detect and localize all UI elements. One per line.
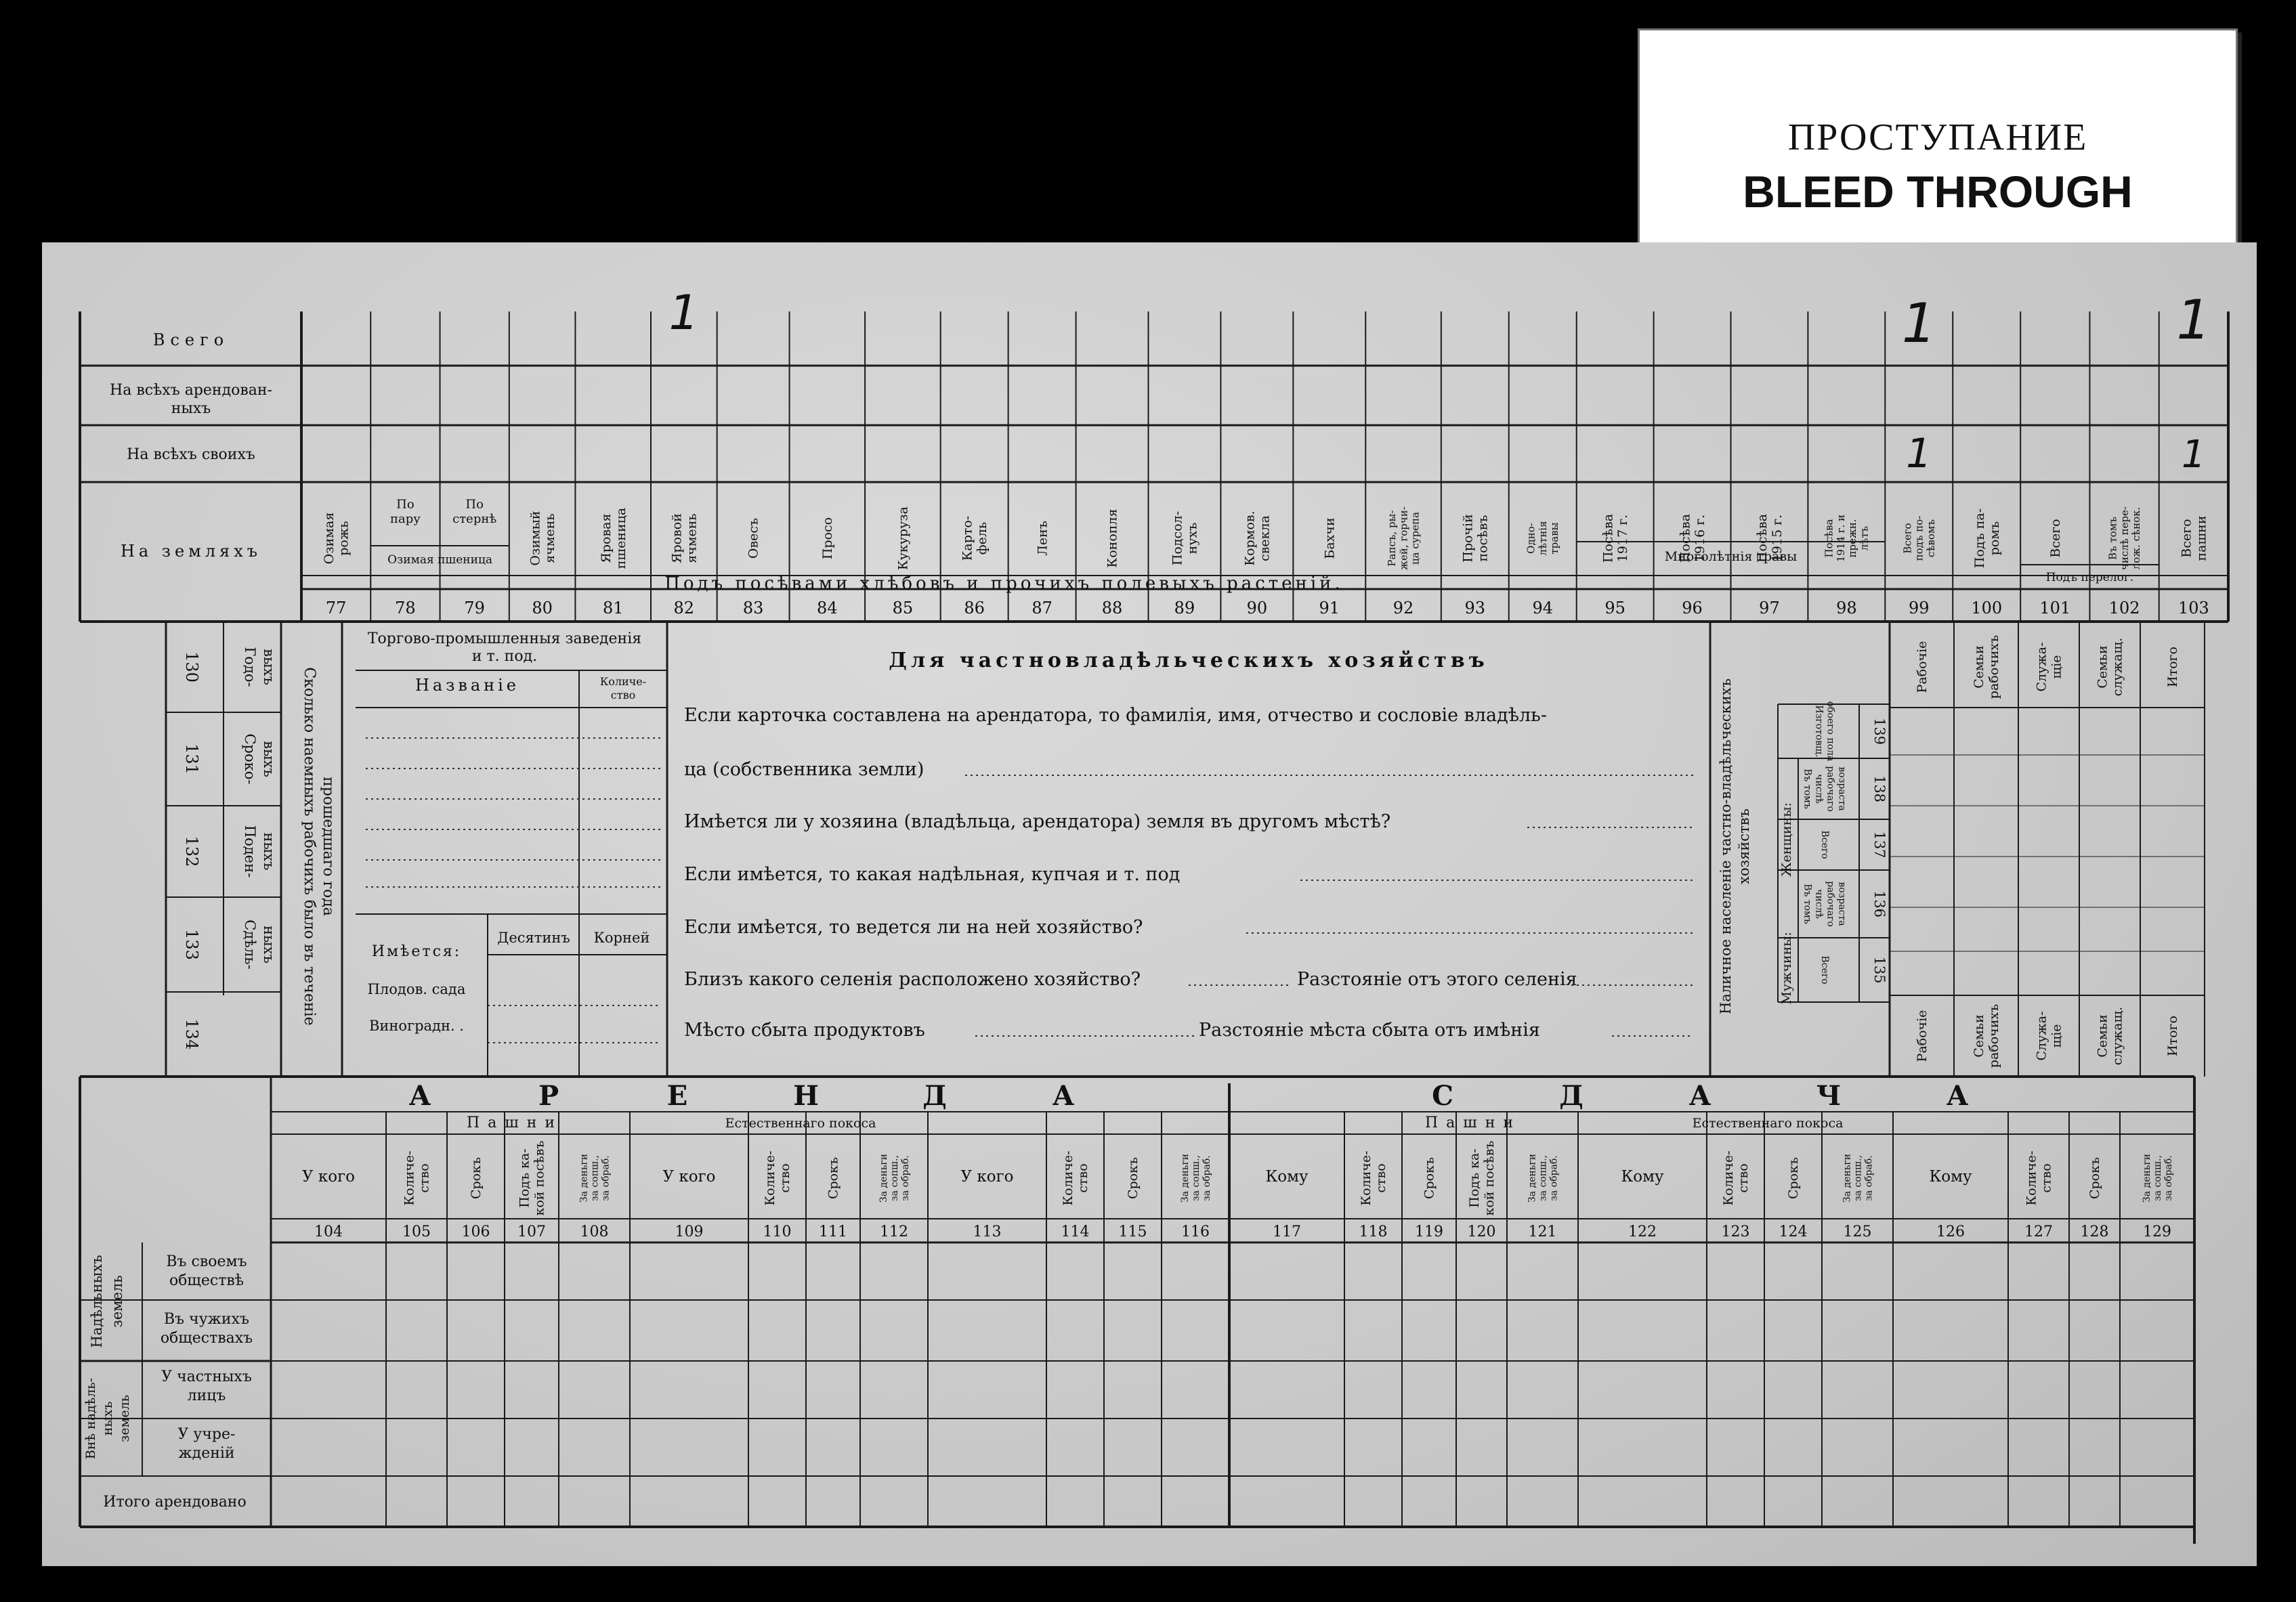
rent-col-header-116: за обраб. (1202, 1155, 1212, 1201)
column-header-93: Прочій (1460, 514, 1476, 563)
column-number-98: 98 (1836, 599, 1857, 618)
rent-col-header-112: за обраб. (900, 1155, 911, 1201)
arenda-letter: Н (793, 1080, 819, 1112)
column-header-80: Озимый (528, 511, 543, 566)
rent-col-header-114: Количе- (1061, 1150, 1076, 1206)
column-number-77: 77 (325, 599, 347, 618)
rent-col-header-108: за обраб. (600, 1155, 612, 1201)
population-col-header-136: Въ томъ (1802, 884, 1813, 924)
column-number-95: 95 (1604, 599, 1625, 618)
rent-col-number-108: 108 (580, 1224, 609, 1240)
rent-col-number-111: 111 (819, 1224, 847, 1240)
rent-col-header-129: за сопш., (2152, 1155, 2163, 1201)
column-header-92: жей, горчи- (1397, 506, 1410, 570)
row-label-total: Всего (152, 330, 230, 349)
private-q5b: Разстояніе отъ этого селенія (1297, 969, 1577, 990)
column-header-92: ца сурепа (1409, 511, 1422, 565)
population-col-header-136: рабочаго (1825, 881, 1836, 927)
vineyard-label: Виноградн. . (369, 1018, 464, 1034)
rent-col-header-120: кой посѣвъ (1482, 1140, 1497, 1216)
column-number-88: 88 (1101, 599, 1123, 618)
private-farms-title: Для частновладѣльческихъ хозяйствъ (889, 649, 1489, 672)
label-en: BLEED THROUGH (1743, 167, 2133, 217)
trade-name-col-header: Названіе (414, 676, 520, 695)
row-label-lands: На земляхъ (120, 542, 262, 561)
column-header-97: Посѣва (1755, 513, 1770, 563)
column-header-77: Озимая (321, 512, 337, 565)
group-ozimaya-label: Озимая пшеница (387, 553, 493, 567)
staff-col-header-top: рабочихъ (1986, 634, 2002, 699)
rent-col-header-114: ство (1076, 1163, 1091, 1193)
worker-col-header-130: выхъ (261, 649, 277, 685)
group-mnogolet-label: Многолѣтнія травы (1664, 549, 1798, 564)
column-header-80: ячмень (543, 513, 558, 563)
rent-col-number-106: 106 (461, 1224, 490, 1240)
vne-group-2: ныхъ (100, 1401, 115, 1436)
rent-col-header-116: За деньги (1179, 1153, 1191, 1203)
rent-col-header-117: Кому (1265, 1168, 1309, 1186)
population-col-header-137: Всего (1819, 830, 1830, 859)
vne-row-1a: У частныхъ (161, 1368, 252, 1385)
sdacha-letter: А (1946, 1080, 1969, 1112)
column-header-100: Подъ па- (1972, 508, 1987, 569)
rent-col-number-117: 117 (1273, 1224, 1301, 1240)
arenda-pashni: Пашни (466, 1114, 564, 1131)
orchard-desyatin-header: Десятинъ (497, 930, 570, 946)
column-header-81: пшеница (613, 507, 629, 569)
column-number-93: 93 (1464, 599, 1486, 618)
rent-col-number-105: 105 (402, 1224, 431, 1240)
column-header-82: Яровой (669, 513, 685, 563)
column-number-89: 89 (1174, 599, 1195, 618)
column-header-92: Рапсъ, ры- (1386, 510, 1399, 567)
rent-col-number-126: 126 (1936, 1224, 1965, 1240)
column-header-101: Всего (2047, 519, 2063, 558)
vne-row-2b: жденій (178, 1445, 235, 1462)
column-header-89: Подсол- (1170, 511, 1185, 566)
rent-col-number-104: 104 (314, 1224, 343, 1240)
column-header-99: сѣвомъ (1924, 519, 1937, 558)
staff-col-header-top: Служа- (2034, 642, 2049, 692)
handwritten-103-total: 1 (2176, 288, 2211, 351)
staff-col-header-top: Итого (2165, 647, 2181, 687)
staff-col-header-bottom: щіе (2049, 1024, 2064, 1048)
column-header-96: 1916 г. (1693, 514, 1708, 563)
group-perelog-label: Подъ перелог. (2045, 571, 2134, 584)
private-q3: Если имѣется, то какая надѣльная, купчая и т. под (684, 864, 1181, 885)
rent-col-header-123: ство (1736, 1163, 1751, 1193)
arenda-letter: А (1052, 1080, 1075, 1112)
column-header-95: Посѣва (1600, 513, 1616, 563)
trade-qty-col-header-2: ство (610, 689, 636, 701)
rent-col-number-109: 109 (675, 1224, 704, 1240)
orchard-label: Плодов. сада (367, 981, 466, 997)
sdacha-letter: С (1432, 1080, 1453, 1112)
rent-col-header-108: за сопш., (589, 1155, 601, 1201)
population-title-1: Наличное населеніе частно-владѣльческихъ (1718, 678, 1734, 1015)
rent-col-header-113: У кого (960, 1168, 1014, 1186)
population-col-header-136: числѣ (1813, 889, 1825, 919)
rent-col-number-124: 124 (1779, 1224, 1808, 1240)
rent-col-header-121: за сопш., (1537, 1155, 1549, 1201)
nadel-row-2b: обществахъ (160, 1330, 253, 1347)
rent-col-header-115: Срокъ (1126, 1156, 1141, 1200)
column-header-87: Ленъ (1035, 521, 1050, 556)
private-q1b: ца (собственника земли) (684, 759, 924, 780)
column-header-102: числѣ пере- (2118, 506, 2131, 571)
rent-col-number-113: 113 (973, 1224, 1002, 1240)
vne-group-3: земель (117, 1394, 132, 1443)
column-number-94: 94 (1532, 599, 1554, 618)
column-number-84: 84 (817, 599, 838, 618)
column-header-95: 1917 г. (1615, 514, 1631, 563)
column-number-78: 78 (395, 599, 416, 618)
staff-col-header-bottom: Семьи (1972, 1014, 1987, 1058)
column-header-81: Яровая (598, 513, 614, 563)
column-number-102: 102 (2108, 599, 2140, 618)
row-label-rented-1: На всѣхъ арендован- (110, 382, 272, 399)
vne-row-1b: лицъ (187, 1387, 226, 1404)
sdacha-letter: А (1688, 1080, 1712, 1112)
column-header-77: рожь (336, 521, 352, 556)
row-label-own: На всѣхъ своихъ (127, 446, 255, 463)
rent-col-header-123: Количе- (1721, 1150, 1737, 1206)
rent-col-header-108: За деньги (578, 1153, 590, 1203)
rent-col-header-125: за обраб. (1863, 1155, 1875, 1201)
column-number-90: 90 (1246, 599, 1268, 618)
rent-col-number-114: 114 (1061, 1224, 1090, 1240)
rent-col-number-116: 116 (1181, 1224, 1210, 1240)
staff-col-header-bottom: служащ. (2110, 1006, 2125, 1066)
population-col-header-138: рабочаго (1825, 766, 1836, 812)
worker-col-header-131: Сроко- (242, 733, 258, 785)
population-men-label: Мужчины: (1779, 932, 1794, 1005)
handwritten-99-total: 1 (1901, 292, 1936, 355)
population-women-label: Женщины: (1779, 802, 1794, 877)
rent-col-header-126: Кому (1929, 1168, 1972, 1186)
column-header-78: пару (389, 512, 421, 527)
worker-col-header-132: Поден- (242, 825, 258, 878)
column-number-79: 79 (464, 599, 485, 618)
column-header-86: фель (975, 521, 990, 555)
staff-col-header-top: Рабочіе (1915, 641, 1930, 693)
population-col-header-135: Всего (1819, 955, 1830, 984)
staff-col-header-top: Семьи (1972, 645, 1987, 689)
rent-col-number-129: 129 (2143, 1224, 2171, 1240)
population-col-header-138: возраста (1836, 766, 1848, 811)
sdacha-pokos: Естественнаго покоса (1692, 1116, 1844, 1131)
rent-col-header-124: Срокъ (1786, 1156, 1802, 1200)
worker-col-header-133: ныхъ (261, 926, 277, 964)
column-header-90: свекла (1257, 515, 1273, 561)
column-header-88: Конопля (1105, 508, 1120, 568)
column-header-78: По (396, 497, 414, 512)
nadel-row-1b: обществѣ (169, 1272, 245, 1289)
population-col-header-138: Въ томъ (1802, 768, 1813, 809)
column-number-101: 101 (2039, 599, 2071, 618)
column-header-102: лож. сѣнок. (2130, 506, 2143, 570)
private-q6: Мѣсто сбыта продуктовъ (684, 1020, 925, 1041)
rent-col-header-121: За деньги (1527, 1153, 1538, 1203)
rent-col-header-118: Количе- (1359, 1150, 1374, 1206)
trade-title-2: и т. под. (471, 648, 538, 665)
rent-col-header-121: за обраб. (1548, 1155, 1560, 1201)
column-header-93: посѣвъ (1475, 515, 1491, 562)
rent-col-header-106: Срокъ (469, 1156, 484, 1200)
rent-col-number-121: 121 (1528, 1224, 1557, 1240)
row-label-rented-2: ныхъ (171, 400, 211, 417)
column-header-98: прежн. (1846, 519, 1859, 558)
rent-col-header-111: Срокъ (826, 1156, 841, 1200)
staff-col-header-bottom: Рабочіе (1915, 1010, 1930, 1062)
rent-col-header-127: ство (2039, 1163, 2054, 1193)
rent-col-number-123: 123 (1721, 1224, 1750, 1240)
column-number-83: 83 (742, 599, 764, 618)
arenda-pokos: Естественнаго покоса (725, 1116, 876, 1131)
column-number-99: 99 (1908, 599, 1930, 618)
rent-col-header-128: Срокъ (2087, 1156, 2103, 1200)
rent-col-header-110: Количе- (763, 1150, 778, 1206)
total-rented-label: Итого арендовано (103, 1494, 247, 1511)
worker-col-number-133: 133 (182, 929, 201, 960)
rent-col-header-110: ство (778, 1163, 793, 1193)
worker-col-header-132: ныхъ (261, 832, 277, 871)
column-header-94: Одно- (1525, 523, 1537, 554)
sdacha-pashni: Пашни (1424, 1114, 1522, 1131)
workers-title-2: прошедшаго года (320, 777, 337, 916)
column-header-79: стернѣ (452, 512, 497, 527)
rent-col-header-125: за сопш., (1852, 1155, 1864, 1201)
sowing-banner: Подъ посѣвами хлѣбовъ и прочихъ полевыхъ растеній. (664, 573, 1344, 594)
worker-col-header-131: выхъ (261, 741, 277, 777)
worker-col-number-132: 132 (182, 836, 201, 867)
column-header-83: Овесъ (746, 517, 761, 559)
column-number-86: 86 (964, 599, 985, 618)
column-header-100: ромъ (1986, 521, 2002, 556)
rent-col-number-110: 110 (763, 1224, 792, 1240)
rent-col-header-119: Срокъ (1422, 1156, 1437, 1200)
rent-col-number-127: 127 (2024, 1224, 2053, 1240)
staff-col-header-bottom: Служа- (2034, 1011, 2049, 1061)
column-number-82: 82 (673, 599, 695, 618)
column-header-86: Карто- (960, 515, 975, 561)
population-col-number-139: 139 (1871, 717, 1888, 745)
column-number-103: 103 (2177, 599, 2209, 618)
workers-title-1: Сколько наемныхъ рабочихъ было въ теченіе (301, 667, 318, 1026)
private-q6b: Разстояніе мѣста сбыта отъ имѣнія (1199, 1020, 1540, 1041)
arenda-letter: Р (538, 1080, 559, 1112)
column-number-91: 91 (1319, 599, 1340, 618)
rent-col-header-120: Подъ ка- (1467, 1148, 1483, 1208)
population-col-number-136: 136 (1871, 890, 1888, 918)
column-header-96: Посѣва (1678, 513, 1693, 563)
column-header-99: Всего (1901, 523, 1914, 554)
rent-col-header-109: У кого (662, 1168, 716, 1186)
rent-col-number-115: 115 (1118, 1224, 1147, 1240)
staff-col-header-bottom: Семьи (2095, 1014, 2110, 1058)
trade-qty-col-header-1: Количе- (599, 675, 647, 688)
private-q5: Близъ какого селенія расположено хозяйство? (684, 969, 1141, 990)
worker-col-number-134: 134 (182, 1018, 201, 1050)
staff-col-header-top: Семьи (2095, 645, 2110, 689)
staff-col-header-bottom: рабочихъ (1986, 1003, 2002, 1068)
sdacha-letter: Д (1559, 1080, 1583, 1112)
rent-col-header-112: За деньги (878, 1153, 889, 1203)
rent-col-header-116: за сопш., (1190, 1155, 1202, 1201)
rent-col-header-104: У кого (301, 1168, 356, 1186)
column-header-99: подъ по- (1913, 515, 1926, 561)
column-header-98: лѣтъ (1858, 525, 1871, 551)
column-number-96: 96 (1682, 599, 1703, 618)
nadel-group-1: Надѣльныхъ (89, 1255, 105, 1348)
rent-col-number-125: 125 (1843, 1224, 1872, 1240)
column-number-92: 92 (1393, 599, 1414, 618)
rent-col-header-122: Кому (1621, 1168, 1664, 1186)
orchard-has-label: Имѣется: (371, 943, 462, 960)
column-header-103: пашни (2194, 515, 2209, 561)
column-header-82: ячмень (684, 513, 700, 563)
rent-col-header-107: Подъ ка- (517, 1148, 532, 1208)
handwritten-82: 1 (668, 285, 700, 341)
column-number-87: 87 (1032, 599, 1053, 618)
worker-col-number-131: 131 (182, 743, 201, 775)
column-number-85: 85 (892, 599, 914, 618)
label-ru: ПРОСТУПАНИЕ (1787, 116, 2088, 158)
arenda-letter: Д (922, 1080, 947, 1112)
worker-col-number-130: 130 (182, 651, 201, 683)
private-q4: Если имѣется, то ведется ли на ней хозяйство? (684, 917, 1143, 938)
column-header-94: лѣтнія (1536, 521, 1549, 556)
rent-col-number-120: 120 (1467, 1224, 1496, 1240)
private-q2: Имѣется ли у хозяина (владѣльца, арендатора) земля въ другомъ мѣстѣ? (684, 811, 1391, 832)
nadel-row-1a: Въ своемъ (166, 1253, 247, 1270)
handwritten-103-own: 1 (2182, 433, 2206, 477)
population-title-2: хозяйствъ (1736, 808, 1752, 884)
private-q1: Если карточка составлена на арендатора, то фамилія, имя, отчество и сословіе владѣль- (684, 705, 1547, 726)
column-header-90: Кормов. (1242, 511, 1258, 566)
vne-row-2a: У учре- (177, 1426, 236, 1443)
handwritten-99-own: 1 (1906, 430, 1932, 477)
rent-col-header-105: Количе- (402, 1150, 417, 1206)
column-number-81: 81 (602, 599, 624, 618)
population-col-header-136: возраста (1836, 882, 1848, 926)
sdacha-letter: Ч (1816, 1080, 1842, 1112)
column-header-103: Всего (2179, 519, 2194, 558)
column-header-98: Посѣва (1823, 519, 1835, 558)
arenda-letter: Е (666, 1080, 688, 1112)
rent-col-header-127: Количе- (2024, 1150, 2039, 1206)
rent-col-header-107: кой посѣвъ (532, 1140, 547, 1216)
column-header-91: Бахчи (1322, 517, 1338, 559)
column-header-98: 1914 г. и (1834, 514, 1847, 563)
rent-col-header-129: за обраб. (2163, 1155, 2174, 1201)
nadel-group-2: земель (109, 1275, 125, 1328)
rent-col-header-118: ство (1374, 1163, 1389, 1193)
rent-col-header-112: за сопш., (889, 1155, 900, 1201)
staff-col-header-top: щіе (2049, 655, 2064, 679)
rent-col-number-118: 118 (1359, 1224, 1388, 1240)
population-col-header-138: числѣ (1813, 774, 1825, 804)
rent-col-number-128: 128 (2080, 1224, 2109, 1240)
population-col-number-135: 135 (1871, 956, 1888, 984)
rent-col-header-125: За деньги (1842, 1153, 1853, 1203)
vne-group-1: Внѣ надѣль- (83, 1377, 98, 1460)
column-header-89: нухъ (1185, 522, 1200, 555)
population-col-number-137: 137 (1871, 831, 1888, 859)
column-number-100: 100 (1971, 599, 2003, 618)
rent-col-number-107: 107 (517, 1224, 546, 1240)
column-header-97: 1915 г. (1770, 514, 1785, 563)
column-number-80: 80 (532, 599, 553, 618)
staff-col-header-bottom: Итого (2165, 1016, 2181, 1056)
population-col-header-139: обоего пола (1825, 701, 1836, 762)
staff-col-header-top: служащ. (2110, 637, 2125, 697)
rent-col-header-105: ство (417, 1163, 432, 1193)
column-header-85: Кукуруза (895, 506, 911, 570)
rent-col-number-122: 122 (1628, 1224, 1657, 1240)
rent-col-number-112: 112 (880, 1224, 908, 1240)
rent-col-number-119: 119 (1415, 1224, 1443, 1240)
column-header-94: травы (1548, 522, 1561, 555)
population-col-header-139: Изготовщ. (1813, 705, 1825, 758)
worker-col-header-133: Сдѣль- (242, 919, 258, 970)
rent-col-header-129: За деньги (2141, 1153, 2152, 1203)
trade-title-1: Торгово-промышленныя заведенія (367, 630, 642, 647)
column-header-79: По (465, 497, 484, 512)
column-header-84: Просо (820, 517, 835, 560)
column-number-97: 97 (1759, 599, 1780, 618)
arenda-letter: А (408, 1080, 431, 1112)
worker-col-header-130: Годо- (242, 647, 258, 687)
orchard-korney-header: Корней (593, 930, 650, 946)
column-header-102: Въ томъ (2106, 517, 2119, 560)
nadel-row-2a: Въ чужихъ (164, 1311, 249, 1328)
population-col-number-138: 138 (1871, 775, 1888, 803)
